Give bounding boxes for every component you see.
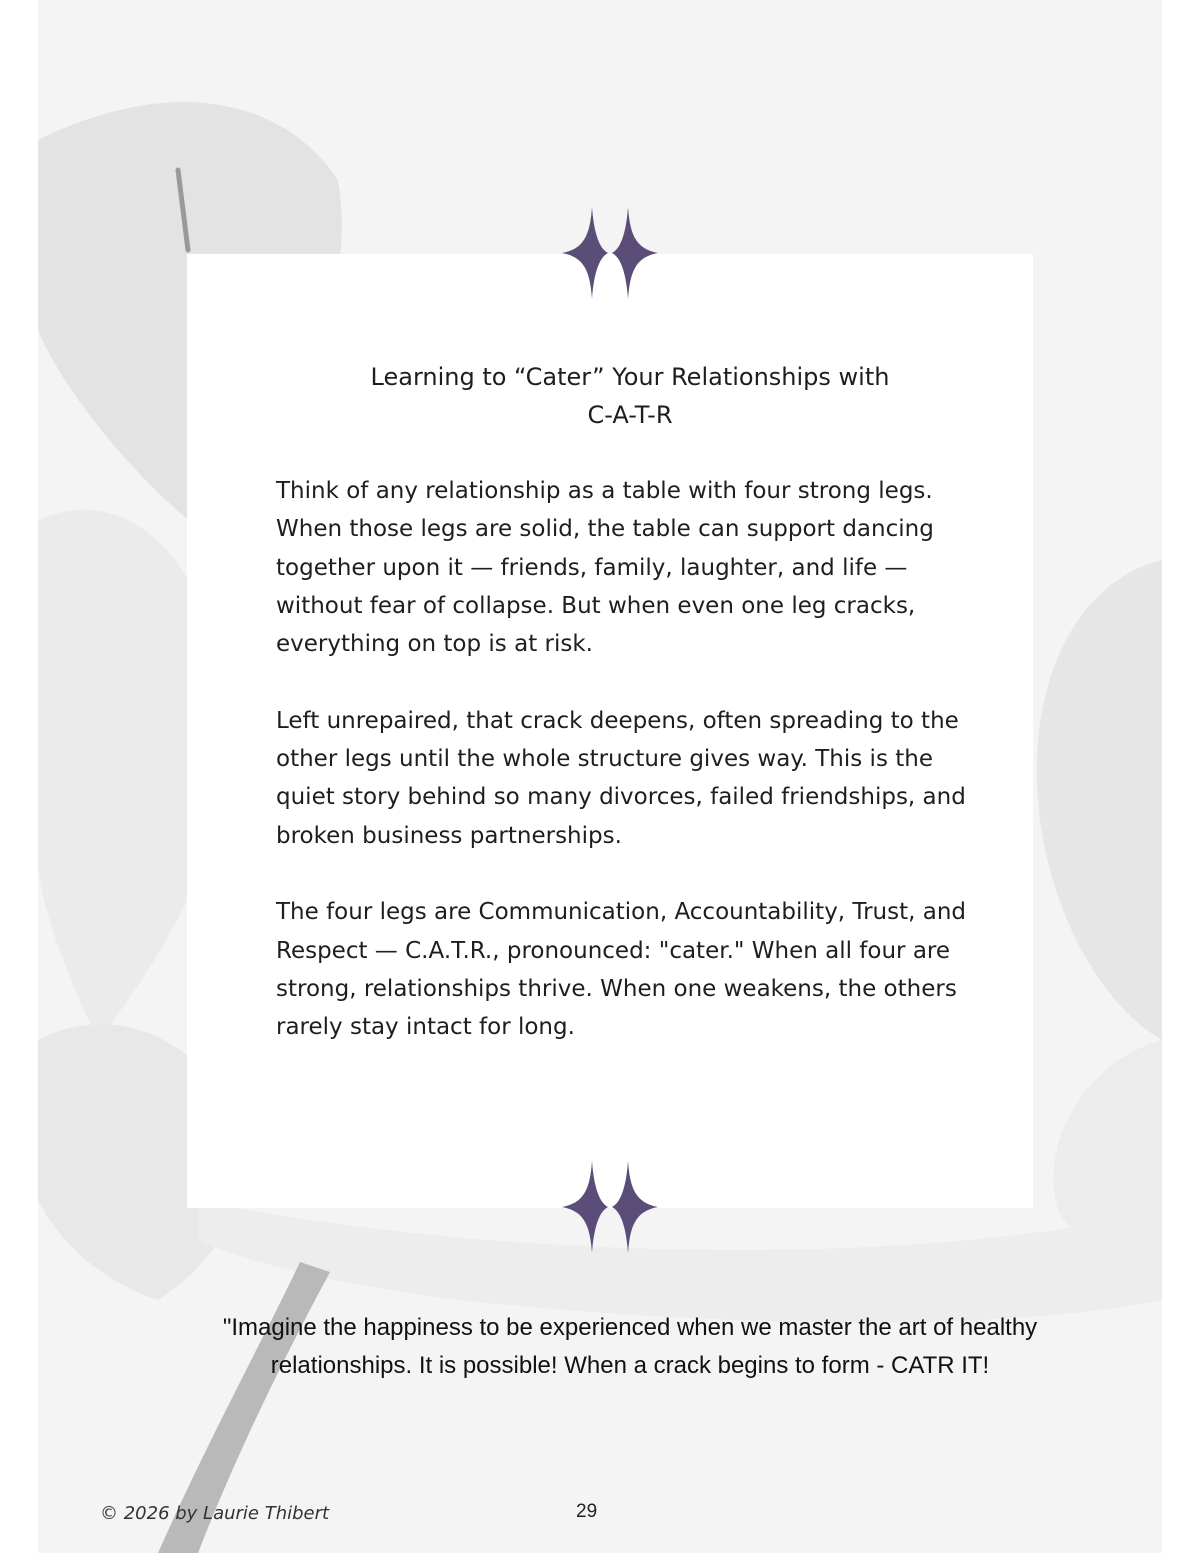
page-number: 29 [576,1501,598,1522]
body-text [276,472,986,1085]
quote-line-2: relationships. It is possible! When a crack begins to form - CATR IT! [270,1352,990,1379]
page-title [187,358,1073,434]
paragraph-3: The four legs are Communication, Accountability, Trust, and Respect — C.A.T.R., pronounced: "cater." When all four are strong, relationships thrive. When one weakens, the others rarely stay intact for long. [276,899,967,1041]
title-line-2: C-A-T-R [587,401,673,429]
copyright-notice: © 2026 by Laurie Thibert [100,1503,330,1524]
paragraph-1: Think of any relationship as a table with four strong legs. When those legs are solid, the table can support dancing together upon it — friends, family, laughter, and life — without fear of collapse. But when even one leg cracks, everything on top is at risk. [276,478,934,658]
closing-quote [150,1309,1110,1385]
title-line-1: Learning to “Cater” Your Relationships with [370,363,890,391]
sparkle-ornament-bottom-icon [562,1159,658,1255]
sparkle-ornament-top-icon [562,205,658,301]
paragraph-2: Left unrepaired, that crack deepens, often spreading to the other legs until the whole structure gives way. This is the quiet story behind so many divorces, failed friendships, and broken business partnerships. [276,707,966,849]
quote-line-1: "Imagine the happiness to be experienced when we master the art of healthy [222,1314,1038,1341]
